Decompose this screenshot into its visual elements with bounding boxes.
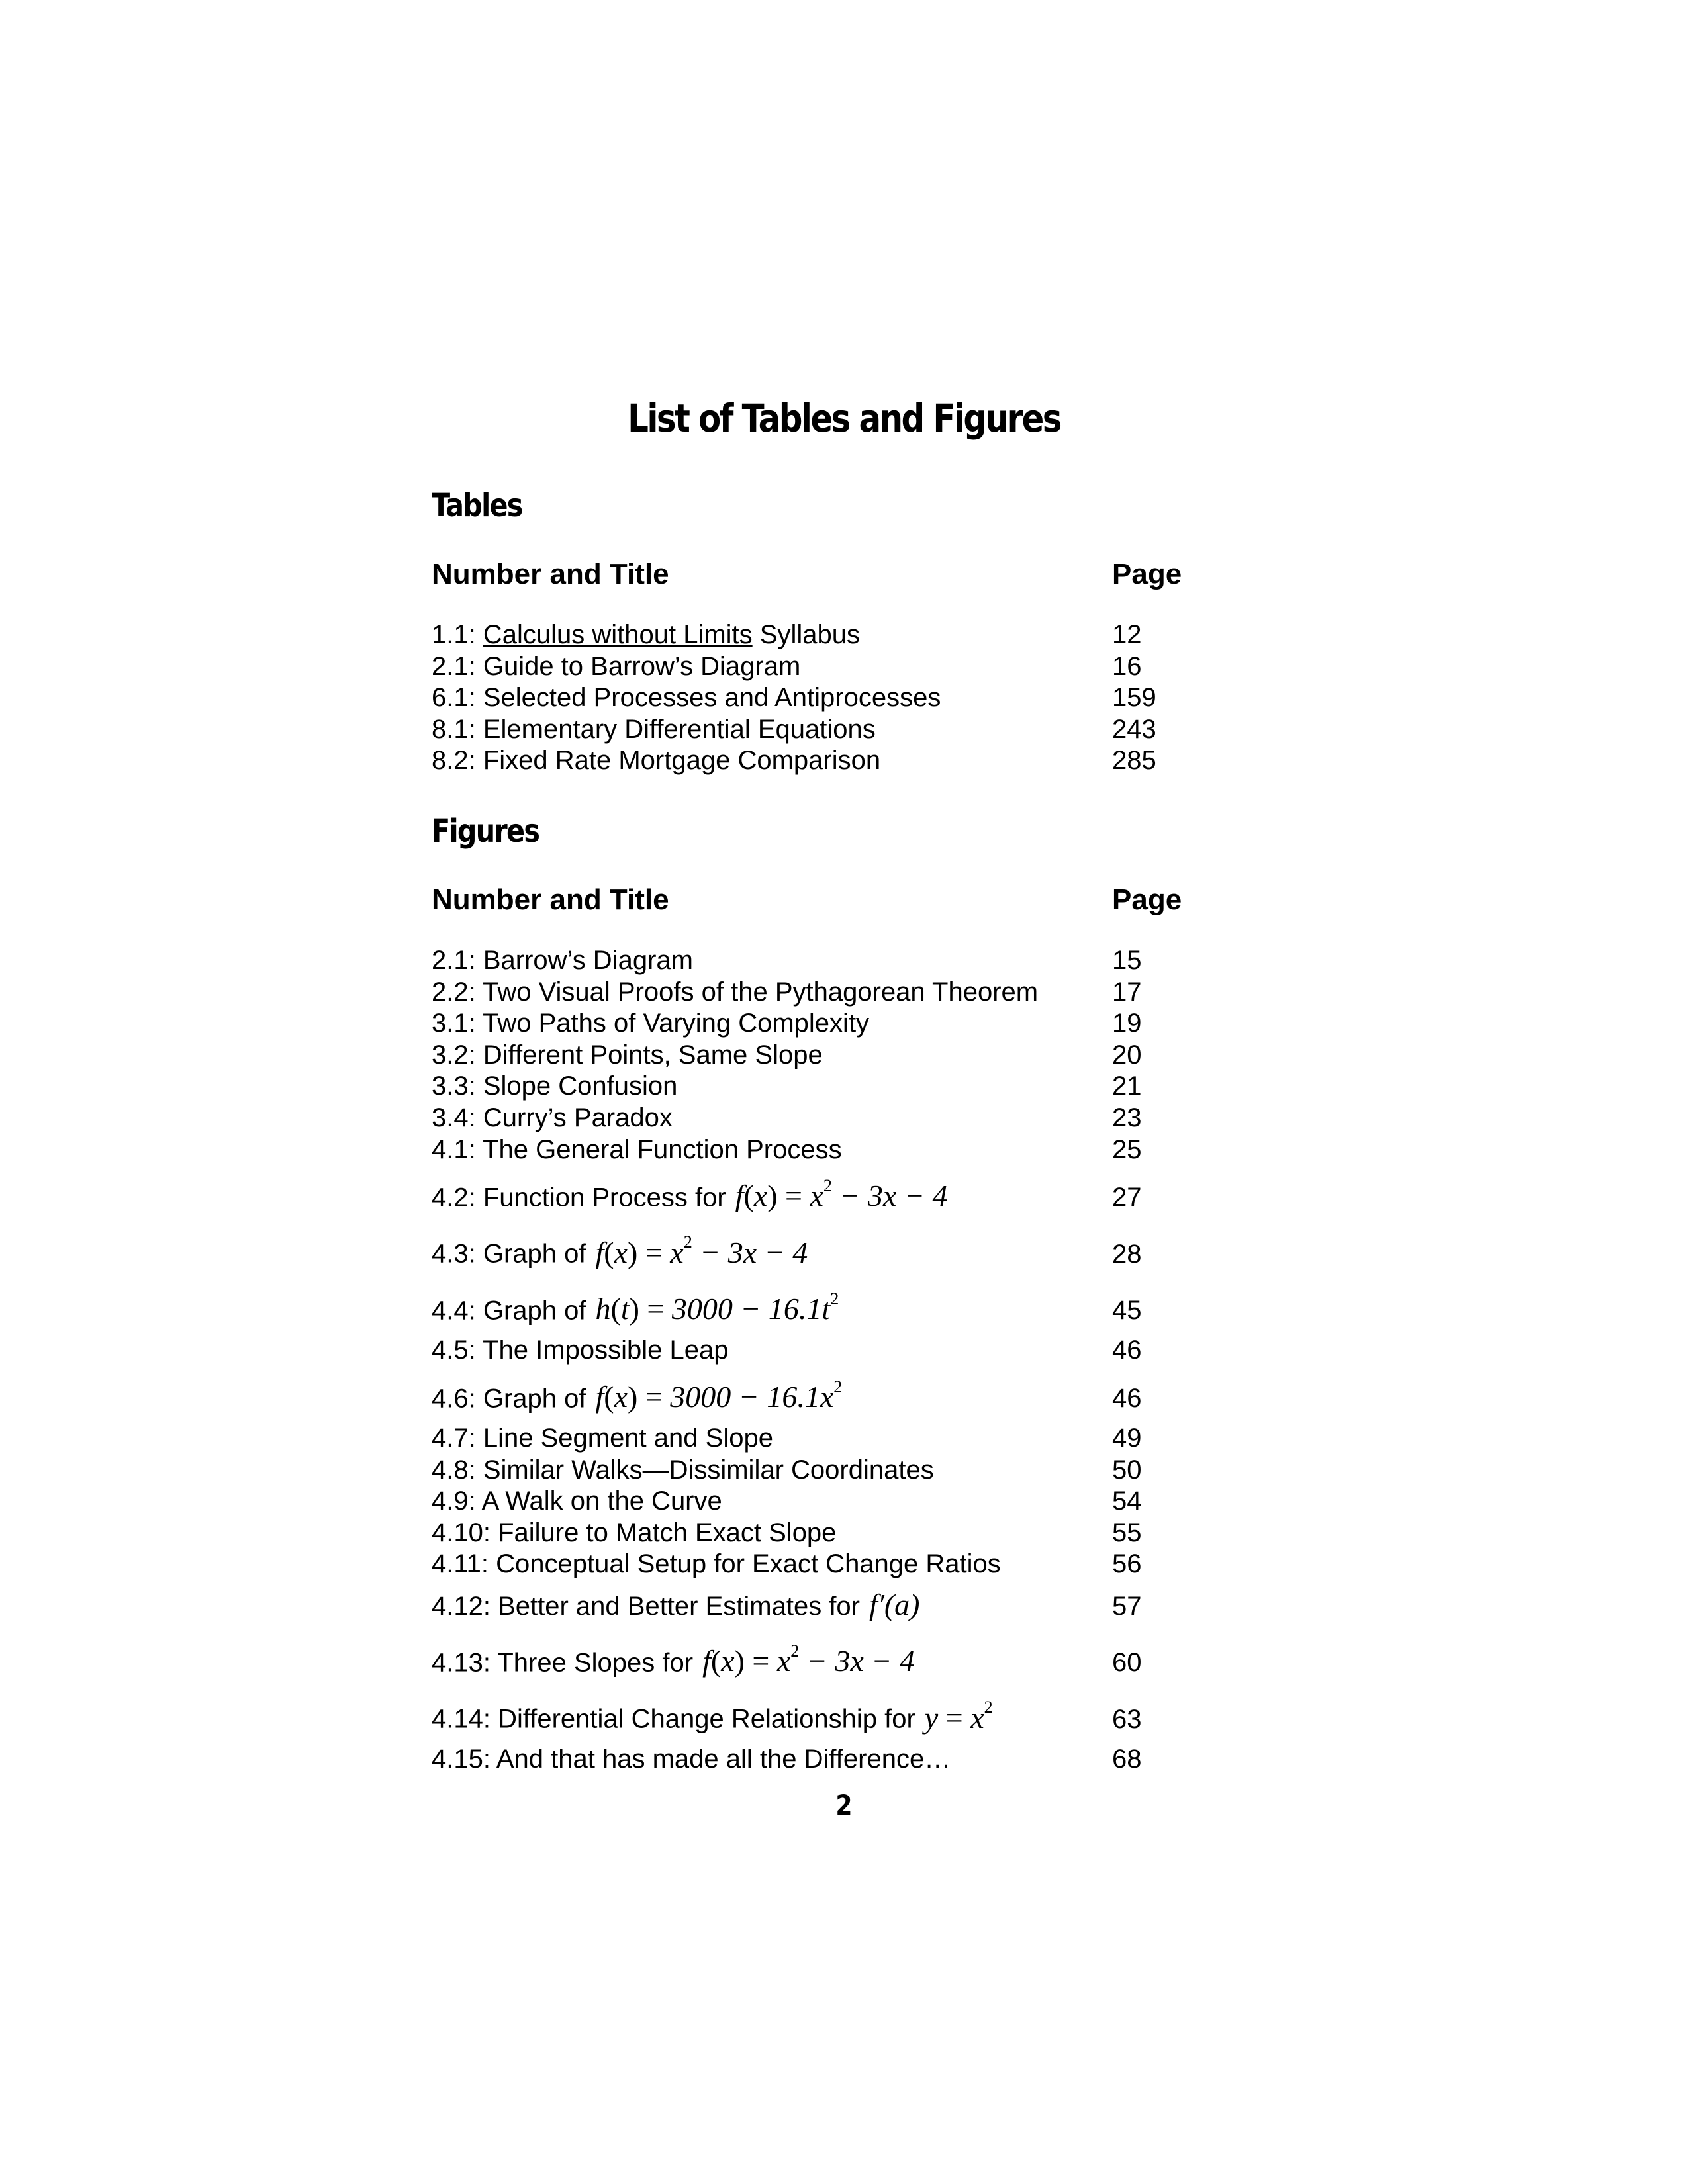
tables-col-page: Page [1112,558,1182,590]
entry-title: 4.10: Failure to Match Exact Slope [432,1518,837,1547]
figure-entry [432,1367,1192,1423]
entry-page: 50 [1112,1455,1142,1484]
figures-column-header [432,882,1192,919]
figure-entry [432,1279,1192,1335]
figure-entry [432,1071,1192,1103]
entry-title: 2.1: Barrow’s Diagram [432,946,693,975]
entry-title: 4.9: A Walk on the Curve [432,1486,722,1516]
entry-page: 243 [1112,714,1156,744]
entry-page: 17 [1112,977,1142,1007]
entry-title: 3.1: Two Paths of Varying Complexity [432,1009,870,1038]
entry-title: 4.3: Graph of $f(x) = x^2 - 3x - 4$ [432,1232,808,1269]
entry-title: 3.2: Different Points, Same Slope [432,1040,823,1069]
table-entry [432,714,1192,746]
figures-list [432,945,1192,1775]
math-formula: $f(x) = 3000 - 16.1x^2$ [595,1377,843,1414]
figure-entry [432,1580,1192,1631]
page-number: 2 [835,1789,853,1821]
math-formula: $f(x) = x^2 - 3x - 4$ [595,1232,808,1269]
entry-page: 63 [1112,1704,1142,1734]
table-entry [432,651,1192,683]
figure-entry [432,1040,1192,1071]
figures-heading: Figures [432,813,539,850]
figure-entry [432,1165,1192,1222]
entry-page: 49 [1112,1424,1142,1453]
entry-title: 4.4: Graph of $h(t) = 3000 - 16.1t^2$ [432,1289,839,1326]
entry-page: 60 [1112,1648,1142,1678]
entry-title: 6.1: Selected Processes and Antiprocesses [432,683,941,713]
entry-title: 4.13: Three Slopes for $f(x) = x^2 - 3x - 4$ [432,1641,915,1678]
entry-title: 4.1: The General Function Process [432,1134,842,1164]
entry-page: 57 [1112,1592,1142,1621]
figures-col-page: Page [1112,884,1182,916]
entry-title: 4.12: Better and Better Estimates for f′(a) [432,1588,920,1622]
entry-page: 19 [1112,1009,1142,1038]
entry-page: 16 [1112,651,1142,681]
entry-title: 4.11: Conceptual Setup for Exact Change Ratios [432,1549,1001,1579]
figure-entry [432,1222,1192,1278]
figure-entry [432,1687,1192,1743]
book-title: Calculus without Limits [483,620,753,649]
entry-page: 21 [1112,1071,1142,1101]
table-entry [432,745,1192,777]
entry-page: 55 [1112,1518,1142,1547]
figure-entry [432,1518,1192,1549]
figure-entry [432,1423,1192,1455]
figure-entry [432,1455,1192,1486]
math-formula: $f(x) = x^2 - 3x - 4$ [735,1176,948,1213]
table-entry [432,619,1192,651]
entry-title: 2.2: Two Visual Proofs of the Pythagorean Theorem [432,977,1039,1007]
math-formula: $h(t) = 3000 - 16.1t^2$ [595,1289,839,1326]
entry-page: 28 [1112,1239,1142,1269]
page-title: List of Tables and Figures [628,396,1060,441]
figure-entry [432,1335,1192,1367]
entry-page: 12 [1112,620,1142,649]
entry-page: 54 [1112,1486,1142,1516]
math-formula: $y = x^2$ [924,1698,993,1735]
figure-entry [432,1008,1192,1040]
figure-entry [432,1549,1192,1580]
entry-page: 46 [1112,1384,1142,1414]
figure-entry [432,1744,1192,1776]
entry-page: 285 [1112,746,1156,776]
figure-entry [432,1631,1192,1687]
entry-page: 46 [1112,1336,1142,1365]
figure-entry [432,1103,1192,1134]
tables-column-header [432,556,1192,593]
tables-col-title: Number and Title [432,558,669,590]
entry-title: 1.1: Calculus without Limits Syllabus [432,620,860,649]
figure-entry [432,977,1192,1009]
entry-page: 56 [1112,1549,1142,1579]
math-formula: $f(x) = x^2 - 3x - 4$ [702,1641,915,1678]
entry-page: 68 [1112,1744,1142,1774]
figures-col-title: Number and Title [432,884,669,916]
entry-title: 4.15: And that has made all the Difference… [432,1744,951,1774]
entry-title: 8.2: Fixed Rate Mortgage Comparison [432,746,881,776]
entry-page: 15 [1112,946,1142,975]
entry-title: 4.2: Function Process for $f(x) = x^2 - 3x - 4$ [432,1176,948,1213]
figure-entry [432,1486,1192,1518]
table-entry [432,682,1192,714]
entry-title: 4.8: Similar Walks—Dissimilar Coordinates [432,1455,934,1484]
figure-entry [432,945,1192,977]
entry-page: 20 [1112,1040,1142,1069]
entry-title: 8.1: Elementary Differential Equations [432,714,876,744]
figure-entry [432,1134,1192,1166]
entry-page: 159 [1112,683,1156,713]
tables-heading: Tables [432,487,522,524]
entry-title: 3.4: Curry’s Paradox [432,1103,673,1132]
entry-title: 4.7: Line Segment and Slope [432,1424,773,1453]
entry-title: 4.14: Differential Change Relationship for $y = x^2$ [432,1698,993,1735]
math-formula: f′(a) [869,1588,920,1622]
entry-title: 4.5: The Impossible Leap [432,1336,729,1365]
entry-title: 2.1: Guide to Barrow’s Diagram [432,651,801,681]
tables-list [432,619,1192,777]
entry-page: 45 [1112,1296,1142,1326]
entry-title: 3.3: Slope Confusion [432,1071,678,1101]
entry-page: 27 [1112,1183,1142,1212]
entry-page: 25 [1112,1134,1142,1164]
entry-title: 4.6: Graph of $f(x) = 3000 - 16.1x^2$ [432,1377,843,1414]
entry-page: 23 [1112,1103,1142,1132]
